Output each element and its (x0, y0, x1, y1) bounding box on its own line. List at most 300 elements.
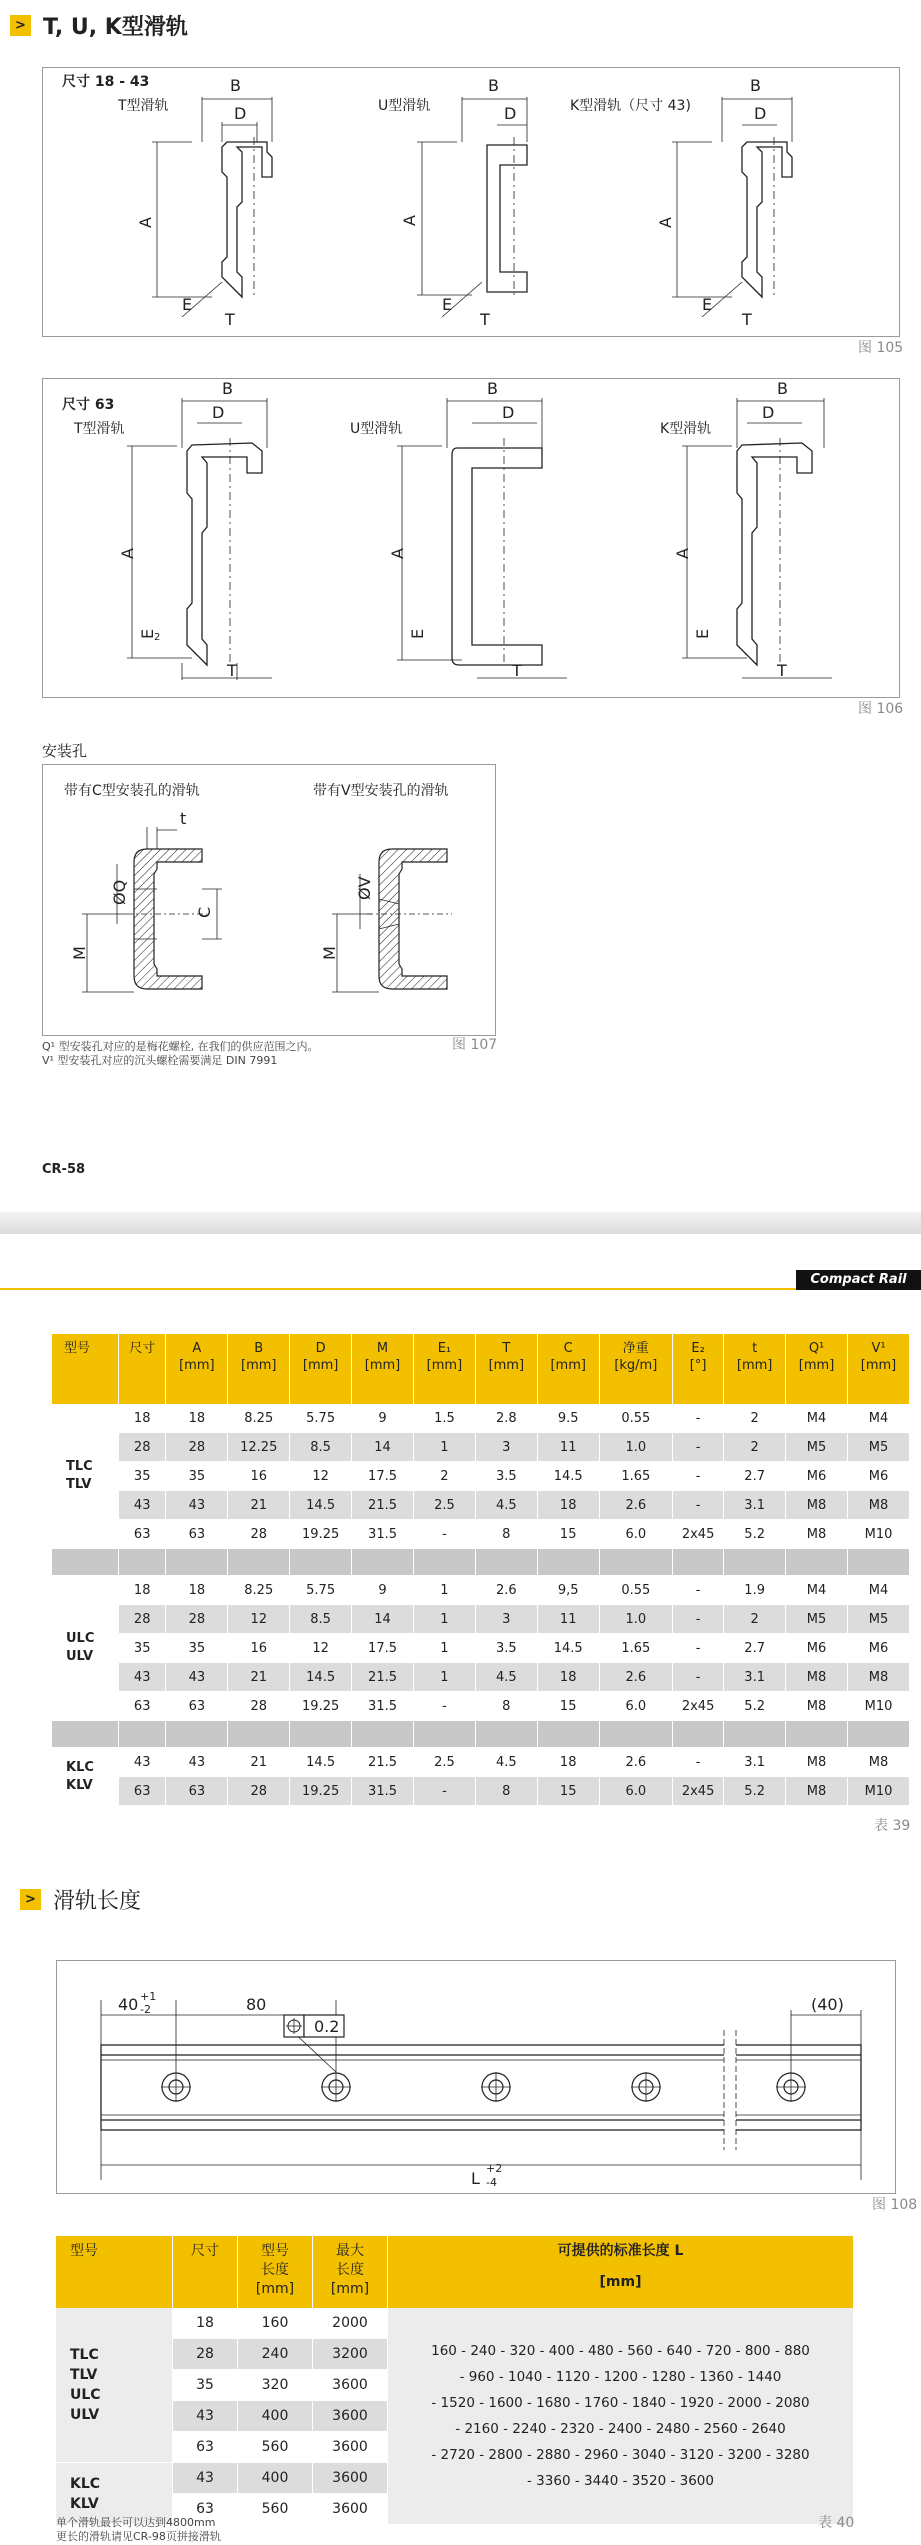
spec-cell: 4.5 (475, 1491, 537, 1520)
spec-cell: 18 (537, 1748, 599, 1777)
svg-text:T: T (777, 661, 787, 680)
spec-cell: 2 (724, 1433, 786, 1462)
spec-cell: 1.0 (599, 1433, 672, 1462)
spec-cell: 28 (119, 1433, 166, 1462)
spec-cell: 18 (537, 1663, 599, 1692)
spec-cell: 12 (290, 1462, 352, 1491)
svg-text:B: B (487, 379, 498, 398)
spec-cell: 1 (413, 1634, 475, 1663)
spec-cell: 31.5 (352, 1520, 414, 1549)
spec-cell: M5 (847, 1605, 909, 1634)
dim-t-hole: t (180, 809, 187, 828)
spec-table-row (52, 1404, 910, 1433)
spec-cell: 21.5 (352, 1491, 414, 1520)
spec-col-header: t [mm] (724, 1334, 786, 1404)
spec-cell: - (672, 1663, 723, 1692)
spec-cell: 11 (537, 1433, 599, 1462)
spec-cell: 14.5 (290, 1663, 352, 1692)
length-note-splice: 更长的滑轨请见CR-98页拼接滑轨 (56, 2530, 221, 2543)
brand-tab: Compact Rail (796, 1270, 921, 1290)
spec-cell: 17.5 (352, 1634, 414, 1663)
dim-v: ØV (355, 876, 374, 900)
dim-40-end: (40) (811, 1995, 844, 2014)
dim-e-subscript-2: 2 (154, 632, 161, 643)
spec-cell: 19.25 (290, 1777, 352, 1806)
spec-col-header: 尺寸 (119, 1334, 166, 1404)
spec-cell: 2x45 (672, 1777, 723, 1806)
spec-cell: M5 (847, 1433, 909, 1462)
spec-col-header: B [mm] (228, 1334, 290, 1404)
spec-cell: 63 (119, 1692, 166, 1721)
spec-col-header: M [mm] (352, 1334, 414, 1404)
v-hole-label: 带有V型安装孔的滑轨 (313, 783, 449, 799)
spec-cell: 63 (166, 1520, 228, 1549)
table-40-number: 表 40 (818, 2515, 855, 2531)
spec-table-row (52, 1692, 910, 1721)
spec-cell: - (672, 1605, 723, 1634)
table-39-number: 表 39 (874, 1818, 911, 1834)
rail-t-label-63: T型滑轨 (74, 421, 125, 437)
svg-text:E: E (693, 628, 712, 639)
spec-cell: 43 (166, 1748, 228, 1777)
len-col-type: 型号 (56, 2236, 173, 2308)
spec-cell: 19.25 (290, 1520, 352, 1549)
spec-cell: 2.7 (724, 1634, 786, 1663)
len-col-size: 尺寸 (173, 2236, 238, 2308)
spec-cell: 0.55 (599, 1404, 672, 1433)
spec-col-header: 净重 [kg/m] (599, 1334, 672, 1404)
spec-cell: 3.5 (475, 1634, 537, 1663)
standard-lengths-cell: 160 - 240 - 320 - 400 - 480 - 560 - 640 - 720 - 800 - 880 - 960 - 1040 - 1120 - 1200 - 1280 - 1360 - 1440 - 1520 - 1600 - 1680 - 1760 - 1840 - 1920 - 2000 - 2080 - 2160 - 2240 - 2320 - 2400 - 2480 - 2560 - 2640 - 2720 - 2800 - 2880 - 2960 - 3040 - 3120 - 3200 - 3280 - 3360 - 3440 - 3520 - 3600 (388, 2308, 854, 2525)
spec-cell: - (672, 1433, 723, 1462)
svg-text:B: B (222, 379, 233, 398)
spec-cell: 14 (352, 1605, 414, 1634)
spec-cell: 14.5 (290, 1491, 352, 1520)
holes-section-label: 安装孔 (42, 742, 88, 760)
spec-cell: 9.5 (537, 1404, 599, 1433)
spec-cell: 35 (119, 1634, 166, 1663)
spec-cell: 2.6 (599, 1663, 672, 1692)
spec-cell: 21.5 (352, 1748, 414, 1777)
spec-cell: 17.5 (352, 1462, 414, 1491)
spec-cell: 43 (119, 1748, 166, 1777)
rail-u-label: U型滑轨 (378, 98, 431, 114)
spec-cell: 14.5 (537, 1462, 599, 1491)
spec-cell: 63 (166, 1692, 228, 1721)
length-cell: 560 (238, 2432, 313, 2463)
spec-col-header: 型号 (52, 1334, 119, 1404)
spec-cell: M4 (786, 1404, 848, 1433)
spec-cell: 8 (475, 1692, 537, 1721)
spec-cell: 28 (228, 1692, 290, 1721)
spec-cell: 3 (475, 1605, 537, 1634)
svg-text:A: A (118, 548, 137, 559)
svg-text:B: B (750, 76, 761, 95)
length-cell: 28 (173, 2339, 238, 2370)
spec-cell: M8 (786, 1491, 848, 1520)
spec-cell: M6 (786, 1634, 848, 1663)
spec-cell: 16 (228, 1462, 290, 1491)
spec-col-header: E₁ [mm] (413, 1334, 475, 1404)
spec-cell: 43 (166, 1491, 228, 1520)
spec-cell: 15 (537, 1777, 599, 1806)
spec-cell: 21 (228, 1491, 290, 1520)
spec-cell: 6.0 (599, 1520, 672, 1549)
spec-cell: M8 (786, 1777, 848, 1806)
spec-cell: M6 (847, 1634, 909, 1663)
spec-cell: 14.5 (537, 1634, 599, 1663)
svg-text:T: T (512, 661, 522, 680)
figure-105-number: 图 105 (858, 340, 904, 356)
spec-cell: 2.5 (413, 1748, 475, 1777)
spec-cell: - (672, 1491, 723, 1520)
spec-cell: 9 (352, 1576, 414, 1605)
length-cell: 400 (238, 2401, 313, 2432)
spec-cell: 4.5 (475, 1663, 537, 1692)
length-group-label: KLC KLV (56, 2463, 173, 2525)
spec-cell: M6 (786, 1462, 848, 1491)
length-cell: 43 (173, 2401, 238, 2432)
spec-cell: 1.5 (413, 1404, 475, 1433)
svg-text:A: A (400, 215, 419, 226)
spec-cell: 5.75 (290, 1576, 352, 1605)
spec-cell: 28 (166, 1433, 228, 1462)
spec-col-header: A [mm] (166, 1334, 228, 1404)
spec-cell: 3.5 (475, 1462, 537, 1491)
length-cell: 3600 (313, 2370, 388, 2401)
size-label-63: 尺寸 63 (62, 397, 115, 413)
spec-table-row (52, 1663, 910, 1692)
spec-cell: 2.8 (475, 1404, 537, 1433)
spec-group-label: TLC TLV (52, 1404, 119, 1549)
spec-cell: 28 (166, 1605, 228, 1634)
spec-table (52, 1334, 910, 1806)
rail-k-label-63: K型滑轨 (660, 421, 712, 437)
length-cell: 35 (173, 2370, 238, 2401)
spec-cell: - (672, 1634, 723, 1663)
spec-separator-row (52, 1549, 910, 1576)
spec-col-header: D [mm] (290, 1334, 352, 1404)
length-cell: 400 (238, 2463, 313, 2494)
spec-col-header: C [mm] (537, 1334, 599, 1404)
svg-text:A: A (656, 217, 675, 228)
spec-cell: 2.6 (475, 1576, 537, 1605)
svg-text:+1: +1 (140, 1990, 157, 2003)
dim-80: 80 (246, 1995, 267, 2014)
svg-text:A: A (673, 548, 692, 559)
spec-cell: 8.25 (228, 1404, 290, 1433)
spec-cell: 3.1 (724, 1663, 786, 1692)
spec-cell: 5.2 (724, 1777, 786, 1806)
spec-cell: - (672, 1576, 723, 1605)
svg-text:E: E (442, 295, 453, 314)
length-cell: 3600 (313, 2401, 388, 2432)
figure-108-drawing (56, 1960, 894, 2192)
spec-table-row (52, 1777, 910, 1806)
spec-cell: 1.9 (724, 1576, 786, 1605)
spec-cell: 8.25 (228, 1576, 290, 1605)
svg-text:T: T (227, 661, 237, 680)
spec-cell: M5 (786, 1605, 848, 1634)
length-cell: 3600 (313, 2494, 388, 2525)
svg-text:-4: -4 (486, 2176, 497, 2189)
svg-text:M: M (320, 946, 339, 960)
spec-cell: 9,5 (537, 1576, 599, 1605)
svg-text:D: D (754, 104, 767, 123)
spec-cell: 1.0 (599, 1605, 672, 1634)
spec-cell: 5.75 (290, 1404, 352, 1433)
spec-cell: M5 (786, 1433, 848, 1462)
length-table (56, 2236, 854, 2525)
spec-cell: 18 (166, 1576, 228, 1605)
spec-cell: 63 (119, 1520, 166, 1549)
length-note-max: 单个滑轨最长可以达到4800mm (56, 2516, 216, 2529)
spec-cell: 8.5 (290, 1433, 352, 1462)
spec-cell: 1 (413, 1663, 475, 1692)
spec-cell: 1.65 (599, 1634, 672, 1663)
position-tolerance: 0.2 (314, 2017, 340, 2036)
spec-col-header: Q¹ [mm] (786, 1334, 848, 1404)
rail-k-label: K型滑轨（尺寸 43) (570, 98, 691, 114)
figure-105-dimensions (42, 67, 898, 335)
section-header-length (20, 1884, 141, 1915)
spec-cell: M6 (847, 1462, 909, 1491)
spec-table-row (52, 1605, 910, 1634)
spec-cell: 1 (413, 1433, 475, 1462)
svg-text:D: D (502, 403, 515, 422)
spec-cell: 14 (352, 1433, 414, 1462)
spec-table-row (52, 1634, 910, 1663)
svg-text:T: T (480, 310, 490, 329)
spec-cell: 3.1 (724, 1491, 786, 1520)
length-cell: 63 (173, 2432, 238, 2463)
c-hole-label: 带有C型安装孔的滑轨 (64, 783, 200, 799)
length-cell: 63 (173, 2494, 238, 2525)
spec-cell: 2.6 (599, 1748, 672, 1777)
size-label-18-43: 尺寸 18 - 43 (62, 74, 150, 90)
spec-cell: 28 (228, 1777, 290, 1806)
figure-106-drawing (42, 378, 898, 696)
spec-cell: 12 (290, 1634, 352, 1663)
spec-cell: 2.5 (413, 1491, 475, 1520)
spec-table-row (52, 1433, 910, 1462)
spec-cell: 5.2 (724, 1692, 786, 1721)
spec-cell: M8 (847, 1491, 909, 1520)
svg-text:-2: -2 (140, 2003, 151, 2016)
dim-q: ØQ (110, 879, 129, 905)
length-cell: 560 (238, 2494, 313, 2525)
spec-cell: 35 (166, 1634, 228, 1663)
spec-cell: 8 (475, 1777, 537, 1806)
spec-cell: 2x45 (672, 1520, 723, 1549)
length-group-label: TLC TLV ULC ULV (56, 2308, 173, 2463)
figure-107-drawing (42, 764, 494, 1034)
spec-cell: M4 (847, 1576, 909, 1605)
spec-cell: 6.0 (599, 1692, 672, 1721)
length-cell: 3200 (313, 2339, 388, 2370)
spec-cell: 28 (119, 1605, 166, 1634)
svg-text:D: D (504, 104, 517, 123)
spec-cell: 2x45 (672, 1692, 723, 1721)
svg-text:B: B (488, 76, 499, 95)
dim-d: D (234, 104, 247, 123)
dim-t: T (225, 310, 235, 329)
spec-cell: 8.5 (290, 1605, 352, 1634)
dim-c: C (195, 906, 214, 918)
page-number: CR-58 (42, 1162, 86, 1177)
spec-cell: M10 (847, 1520, 909, 1549)
spec-cell: 63 (119, 1777, 166, 1806)
length-cell: 240 (238, 2339, 313, 2370)
spec-cell: 5.2 (724, 1520, 786, 1549)
spec-cell: 21 (228, 1663, 290, 1692)
spec-cell: 0.55 (599, 1576, 672, 1605)
spec-cell: 12.25 (228, 1433, 290, 1462)
spec-cell: - (672, 1404, 723, 1433)
spec-cell: 16 (228, 1634, 290, 1663)
svg-text:+2: +2 (486, 2162, 503, 2175)
svg-text:E: E (138, 628, 157, 639)
spec-cell: 43 (119, 1491, 166, 1520)
spec-cell: M10 (847, 1777, 909, 1806)
figure-108-number: 图 108 (872, 2197, 918, 2213)
spec-cell: 2.7 (724, 1462, 786, 1491)
svg-text:D: D (212, 403, 225, 422)
spec-cell: M8 (847, 1663, 909, 1692)
length-cell: 3600 (313, 2432, 388, 2463)
spec-cell: M4 (786, 1576, 848, 1605)
spec-cell: 63 (166, 1777, 228, 1806)
spec-col-header: V¹ [mm] (847, 1334, 909, 1404)
spec-cell: - (672, 1748, 723, 1777)
spec-cell: 9 (352, 1404, 414, 1433)
note-q-hole: Q¹ 型安装孔对应的是梅花螺栓, 在我们的供应范围之内。 (42, 1040, 319, 1053)
spec-cell: M8 (847, 1748, 909, 1777)
page-title: T, U, K型滑轨 (43, 15, 188, 40)
figure-106-number: 图 106 (858, 701, 904, 717)
spec-cell: 3.1 (724, 1748, 786, 1777)
spec-cell: 35 (166, 1462, 228, 1491)
rail-u-label-63: U型滑轨 (350, 421, 403, 437)
spec-table-row (52, 1462, 910, 1491)
spec-cell: 1.65 (599, 1462, 672, 1491)
length-cell: 320 (238, 2370, 313, 2401)
dim-b: B (230, 76, 241, 95)
spec-cell: 18 (537, 1491, 599, 1520)
spec-cell: 3 (475, 1433, 537, 1462)
section-header-rails (10, 10, 188, 41)
spec-cell: 2.6 (599, 1491, 672, 1520)
spec-cell: 18 (119, 1404, 166, 1433)
dim-40-start: 40 (118, 1995, 139, 2014)
spec-cell: - (672, 1462, 723, 1491)
spec-cell: 21 (228, 1748, 290, 1777)
rail-t-label: T型滑轨 (118, 98, 169, 114)
spec-cell: M10 (847, 1692, 909, 1721)
svg-text:B: B (777, 379, 788, 398)
spec-cell: 14.5 (290, 1748, 352, 1777)
spec-cell: 4.5 (475, 1748, 537, 1777)
spec-cell: 6.0 (599, 1777, 672, 1806)
spec-cell: 12 (228, 1605, 290, 1634)
spec-cell: M8 (786, 1663, 848, 1692)
spec-col-header: T [mm] (475, 1334, 537, 1404)
spec-cell: 15 (537, 1520, 599, 1549)
length-section-title: 滑轨长度 (53, 1889, 142, 1914)
len-col-type-length: 型号 长度 [mm] (238, 2236, 313, 2308)
len-col-max-length: 最大 长度 [mm] (313, 2236, 388, 2308)
svg-text:E: E (408, 628, 427, 639)
page-break-band (0, 1212, 921, 1234)
spec-cell: - (413, 1520, 475, 1549)
accent-rule (0, 1288, 921, 1290)
dim-m: M (70, 946, 89, 960)
spec-col-header: E₂ [°] (672, 1334, 723, 1404)
spec-cell: 11 (537, 1605, 599, 1634)
spec-cell: 2 (724, 1605, 786, 1634)
spec-table-row (52, 1748, 910, 1777)
spec-cell: 8 (475, 1520, 537, 1549)
length-cell: 160 (238, 2308, 313, 2339)
spec-cell: 28 (228, 1520, 290, 1549)
spec-cell: M4 (847, 1404, 909, 1433)
spec-cell: 19.25 (290, 1692, 352, 1721)
svg-text:D: D (762, 403, 775, 422)
svg-text:E: E (702, 295, 713, 314)
len-col-std-lengths: 可提供的标准长度 L [mm] (388, 2236, 854, 2308)
spec-cell: M8 (786, 1692, 848, 1721)
length-cell: 43 (173, 2463, 238, 2494)
spec-cell: M8 (786, 1520, 848, 1549)
spec-group-label: ULC ULV (52, 1576, 119, 1721)
dim-e: E (182, 295, 193, 314)
svg-text:T: T (742, 310, 752, 329)
spec-table-row (52, 1491, 910, 1520)
note-v-hole: V¹ 型安装孔对应的沉头螺栓需要满足 DIN 7991 (42, 1054, 278, 1067)
spec-cell: 18 (166, 1404, 228, 1433)
spec-cell: 2 (413, 1462, 475, 1491)
spec-cell: 21.5 (352, 1663, 414, 1692)
dim-a: A (136, 217, 155, 228)
spec-cell: 43 (166, 1663, 228, 1692)
spec-cell: 15 (537, 1692, 599, 1721)
length-table-row (56, 2308, 854, 2339)
spec-group-label: KLC KLV (52, 1748, 119, 1806)
spec-cell: 1 (413, 1605, 475, 1634)
figure-107-number: 图 107 (452, 1037, 498, 1053)
length-cell: 2000 (313, 2308, 388, 2339)
spec-cell: 18 (119, 1576, 166, 1605)
chevron-right-icon: > (20, 1889, 41, 1910)
spec-cell: M8 (786, 1748, 848, 1777)
spec-cell: - (413, 1777, 475, 1806)
spec-cell: 2 (724, 1404, 786, 1433)
length-cell: 18 (173, 2308, 238, 2339)
spec-separator-row (52, 1721, 910, 1748)
spec-cell: 31.5 (352, 1777, 414, 1806)
dim-l: L (471, 2169, 480, 2188)
spec-cell: 1 (413, 1576, 475, 1605)
chevron-right-icon: > (10, 15, 31, 36)
svg-text:A: A (388, 548, 407, 559)
spec-table-row (52, 1520, 910, 1549)
length-cell: 3600 (313, 2463, 388, 2494)
spec-table-row (52, 1576, 910, 1605)
spec-cell: 31.5 (352, 1692, 414, 1721)
spec-cell: 35 (119, 1462, 166, 1491)
spec-cell: 43 (119, 1663, 166, 1692)
spec-cell: - (413, 1692, 475, 1721)
